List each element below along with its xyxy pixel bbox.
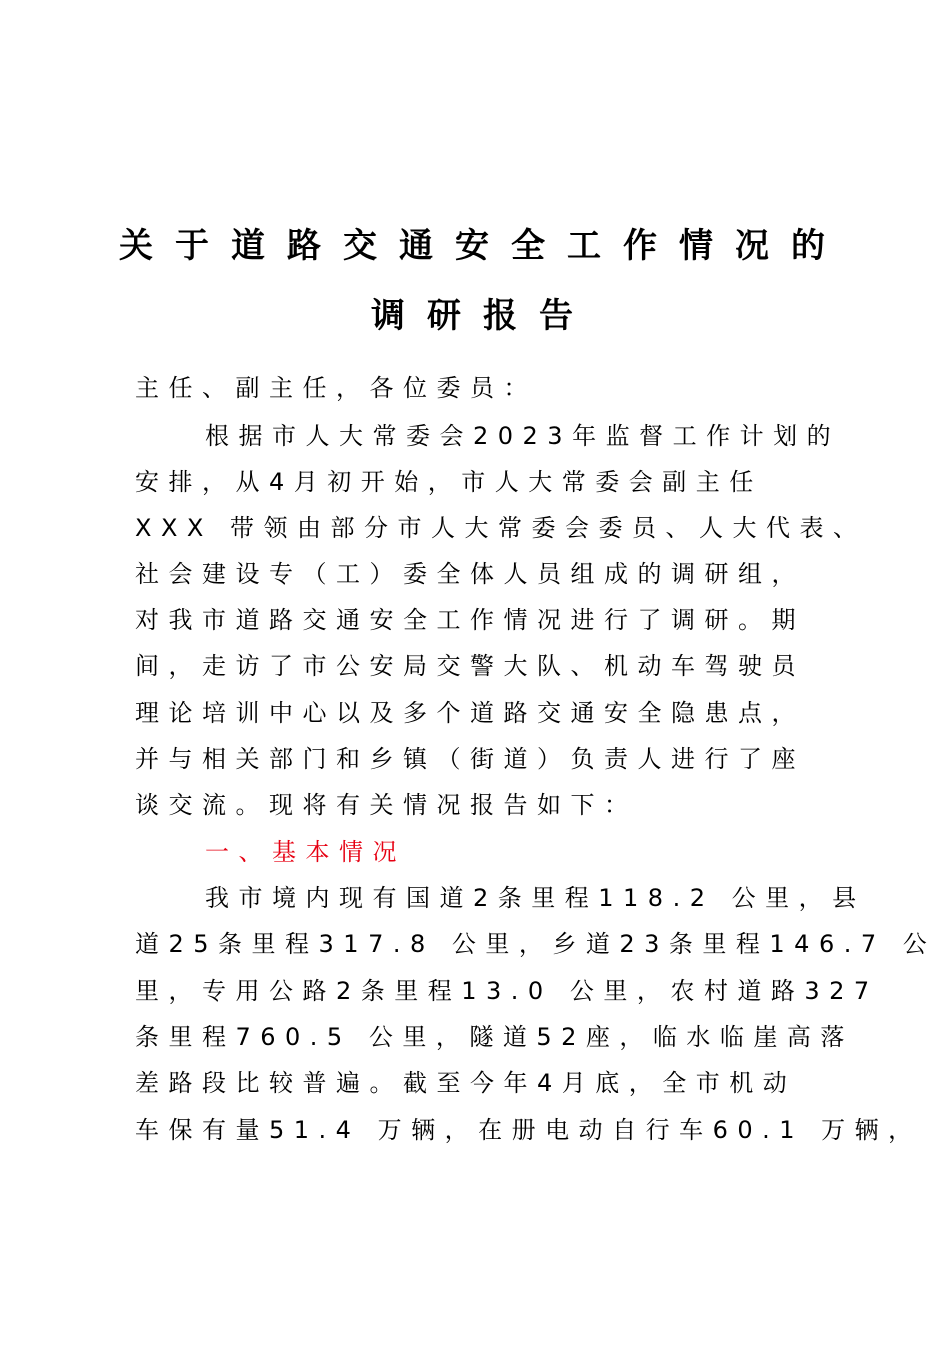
paragraph-2-line: 道25条里程317.8 公里，乡道23条里程146.7 公 <box>135 930 937 958</box>
paragraph-1-line: 根据市人大常委会2023年监督工作计划的 <box>205 422 841 450</box>
paragraph-1-line: 间，走访了市公安局交警大队、机动车驾驶员 <box>135 652 805 680</box>
paragraph-1-line: 安排，从4月初开始，市人大常委会副主任 <box>135 468 763 496</box>
paragraph-1-line: 对我市道路交通安全工作情况进行了调研。期 <box>135 606 805 634</box>
paragraph-1-line: 谈交流。现将有关情况报告如下： <box>135 791 638 819</box>
paragraph-2-line: 我市境内现有国道2条里程118.2 公里，县 <box>205 884 866 912</box>
paragraph-2-line: 条里程760.5 公里，隧道52座，临水临崖高落 <box>135 1023 854 1051</box>
paragraph-2-line: 里，专用公路2条里程13.0 公里，农村道路327 <box>135 977 879 1005</box>
paragraph-1-line: 社会建设专（工）委全体人员组成的调研组， <box>135 560 805 588</box>
paragraph-1-line: 并与相关部门和乡镇（街道）负责人进行了座 <box>135 745 805 773</box>
paragraph-2-line: 差路段比较普遍。截至今年4月底，全市机动 <box>135 1069 797 1097</box>
document-title-line-2: 调研报告 <box>371 296 595 336</box>
document-title-line-1: 关于道路交通安全工作情况的 <box>119 226 847 266</box>
paragraph-1-line: XXX 带领由部分市人大常委会委员、人大代表、 <box>135 514 867 542</box>
section-1-heading: 一、基本情况 <box>205 838 406 866</box>
paragraph-2-line: 车保有量51.4 万辆，在册电动自行车60.1 万辆， <box>135 1116 922 1144</box>
salutation: 主任、副主任，各位委员： <box>135 374 537 402</box>
paragraph-1-line: 理论培训中心以及多个道路交通安全隐患点， <box>135 699 805 727</box>
